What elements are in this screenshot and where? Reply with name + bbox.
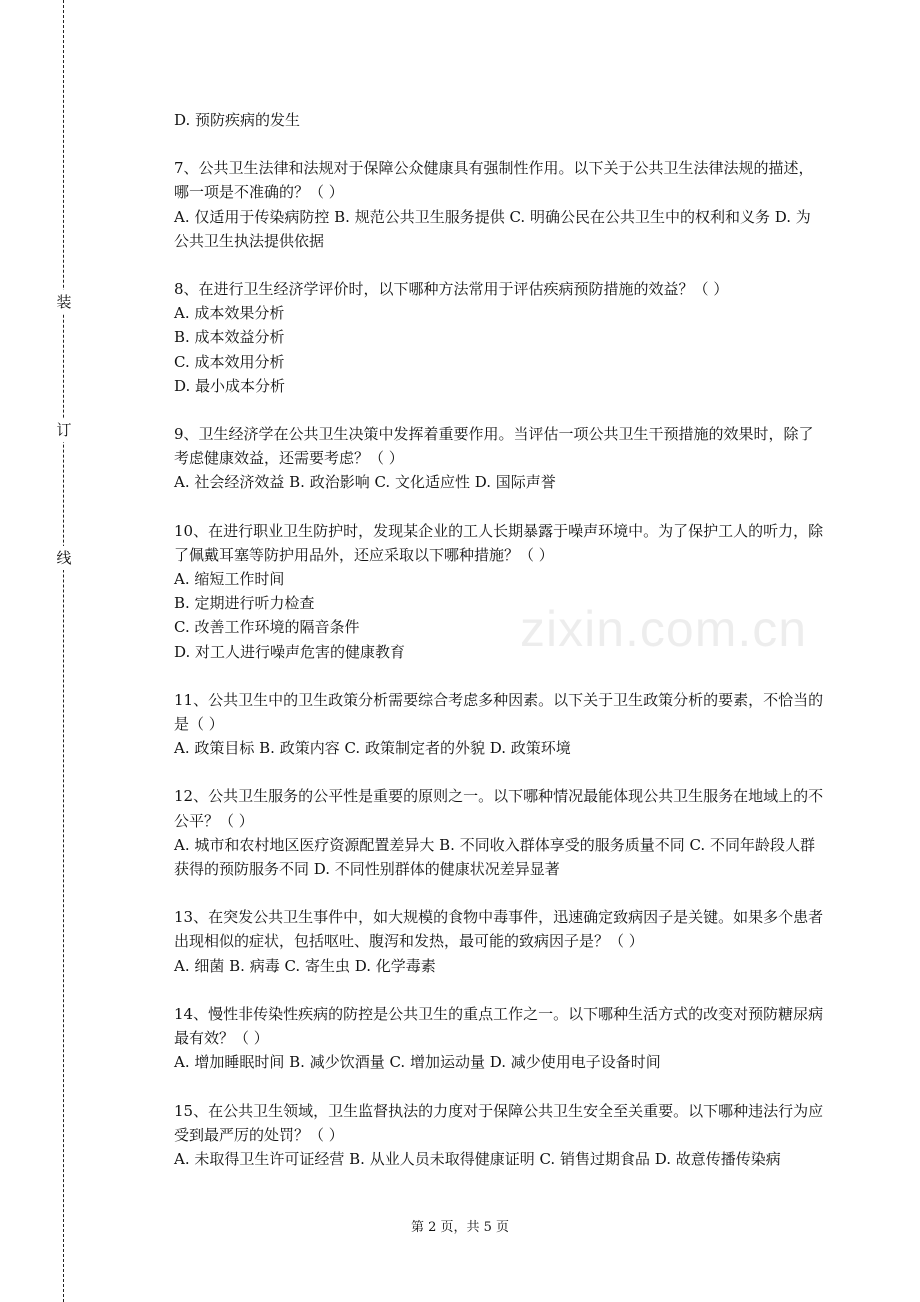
question-option: D. 对工人进行噪声危害的健康教育 [174, 642, 406, 661]
watermark: zixin.com.cn [520, 601, 808, 657]
lead-option-block [174, 108, 824, 132]
question-option: B. 定期进行听力检查 [174, 594, 315, 613]
question-stem: 12、公共卫生服务的公平性是重要的原则之一。以下哪种情况最能体现公共卫生服务在地域上的不公平？（ ） [174, 787, 824, 830]
question-block [174, 784, 824, 881]
question-block [174, 519, 824, 664]
question-option: A. 细菌 B. 病毒 C. 寄生虫 D. 化学毒素 [174, 956, 436, 975]
question-option: A. 增加睡眠时间 B. 减少饮酒量 C. 增加运动量 D. 减少使用电子设备时间 [174, 1053, 661, 1072]
question-block [174, 688, 824, 761]
question-option: A. 社会经济效益 B. 政治影响 C. 文化适应性 D. 国际声誉 [174, 473, 556, 492]
question-option: A. 缩短工作时间 [174, 570, 285, 589]
question-block [174, 1002, 824, 1075]
question-option: A. 成本效果分析 [174, 304, 285, 323]
question-block [174, 1099, 824, 1172]
question-option: C. 改善工作环境的隔音条件 [174, 618, 360, 637]
question-block [174, 422, 824, 495]
question-stem: 13、在突发公共卫生事件中，如大规模的食物中毒事件，迅速确定致病因子是关键。如果多个患者出现相似的症状，包括呕吐、腹泻和发热，最可能的致病因子是？（ ） [174, 908, 824, 951]
question-option: C. 成本效用分析 [174, 352, 285, 371]
binding-dashed-line [63, 0, 64, 1302]
binding-char-ding: 订 [54, 418, 74, 442]
binding-char-zhuang: 装 [54, 290, 74, 314]
question-stem: 14、慢性非传染性疾病的防控是公共卫生的重点工作之一。以下哪种生活方式的改变对预防糖尿病最有效？（ ） [174, 1004, 824, 1048]
question-stem: 15、在公共卫生领域，卫生监督执法的力度对于保障公共卫生安全至关重要。以下哪种违法行为应受到最严厉的处罚？（ ） [174, 1101, 824, 1144]
question-option: A. 政策目标 B. 政策内容 C. 政策制定者的外貌 D. 政策环境 [174, 739, 571, 758]
question-block [174, 156, 824, 253]
question-option: A. 城市和农村地区医疗资源配置差异大 B. 不同收入群体享受的服务质量不同 C. 不同年龄段人群获得的预防服务不同 D. 不同性别群体的健康状况差异显著 [174, 835, 815, 879]
question-stem: 11、公共卫生中的卫生政策分析需要综合考虑多种因素。以下关于卫生政策分析的要素，不恰当的是（ ） [174, 690, 824, 734]
binding-char-xian: 线 [54, 546, 74, 570]
question-option: A. 未取得卫生许可证经营 B. 从业人员未取得健康证明 C. 销售过期食品 D. 故意传播传染病 [174, 1149, 781, 1168]
question-stem: 8、在进行卫生经济学评价时，以下哪种方法常用于评估疾病预防措施的效益？（ ） [174, 280, 729, 299]
lead-option: D. 预防疾病的发生 [174, 111, 301, 129]
question-block [174, 277, 824, 398]
question-option: A. 仅适用于传染病防控 B. 规范公共卫生服务提供 C. 明确公民在公共卫生中的权利和义务 D. 为公共卫生执法提供依据 [174, 207, 811, 250]
question-option: B. 成本效益分析 [174, 328, 285, 347]
question-block [174, 905, 824, 978]
question-list [174, 108, 824, 1195]
question-option: D. 最小成本分析 [174, 376, 286, 395]
question-stem: 7、公共卫生法律和法规对于保障公众健康具有强制性作用。以下关于公共卫生法律法规的描述，哪一项是不准确的？（ ） [174, 159, 814, 202]
page-footer: 第 2 页，共 5 页 [410, 1220, 510, 1235]
question-stem: 10、在进行职业卫生防护时，发现某企业的工人长期暴露于噪声环境中。为了保护工人的听力，除了佩戴耳塞等防护用品外，还应采取以下哪种措施？（ ） [174, 521, 824, 564]
question-stem: 9、卫生经济学在公共卫生决策中发挥着重要作用。当评估一项公共卫生干预措施的效果时，除了考虑健康效益，还需要考虑？（ ） [174, 425, 814, 468]
